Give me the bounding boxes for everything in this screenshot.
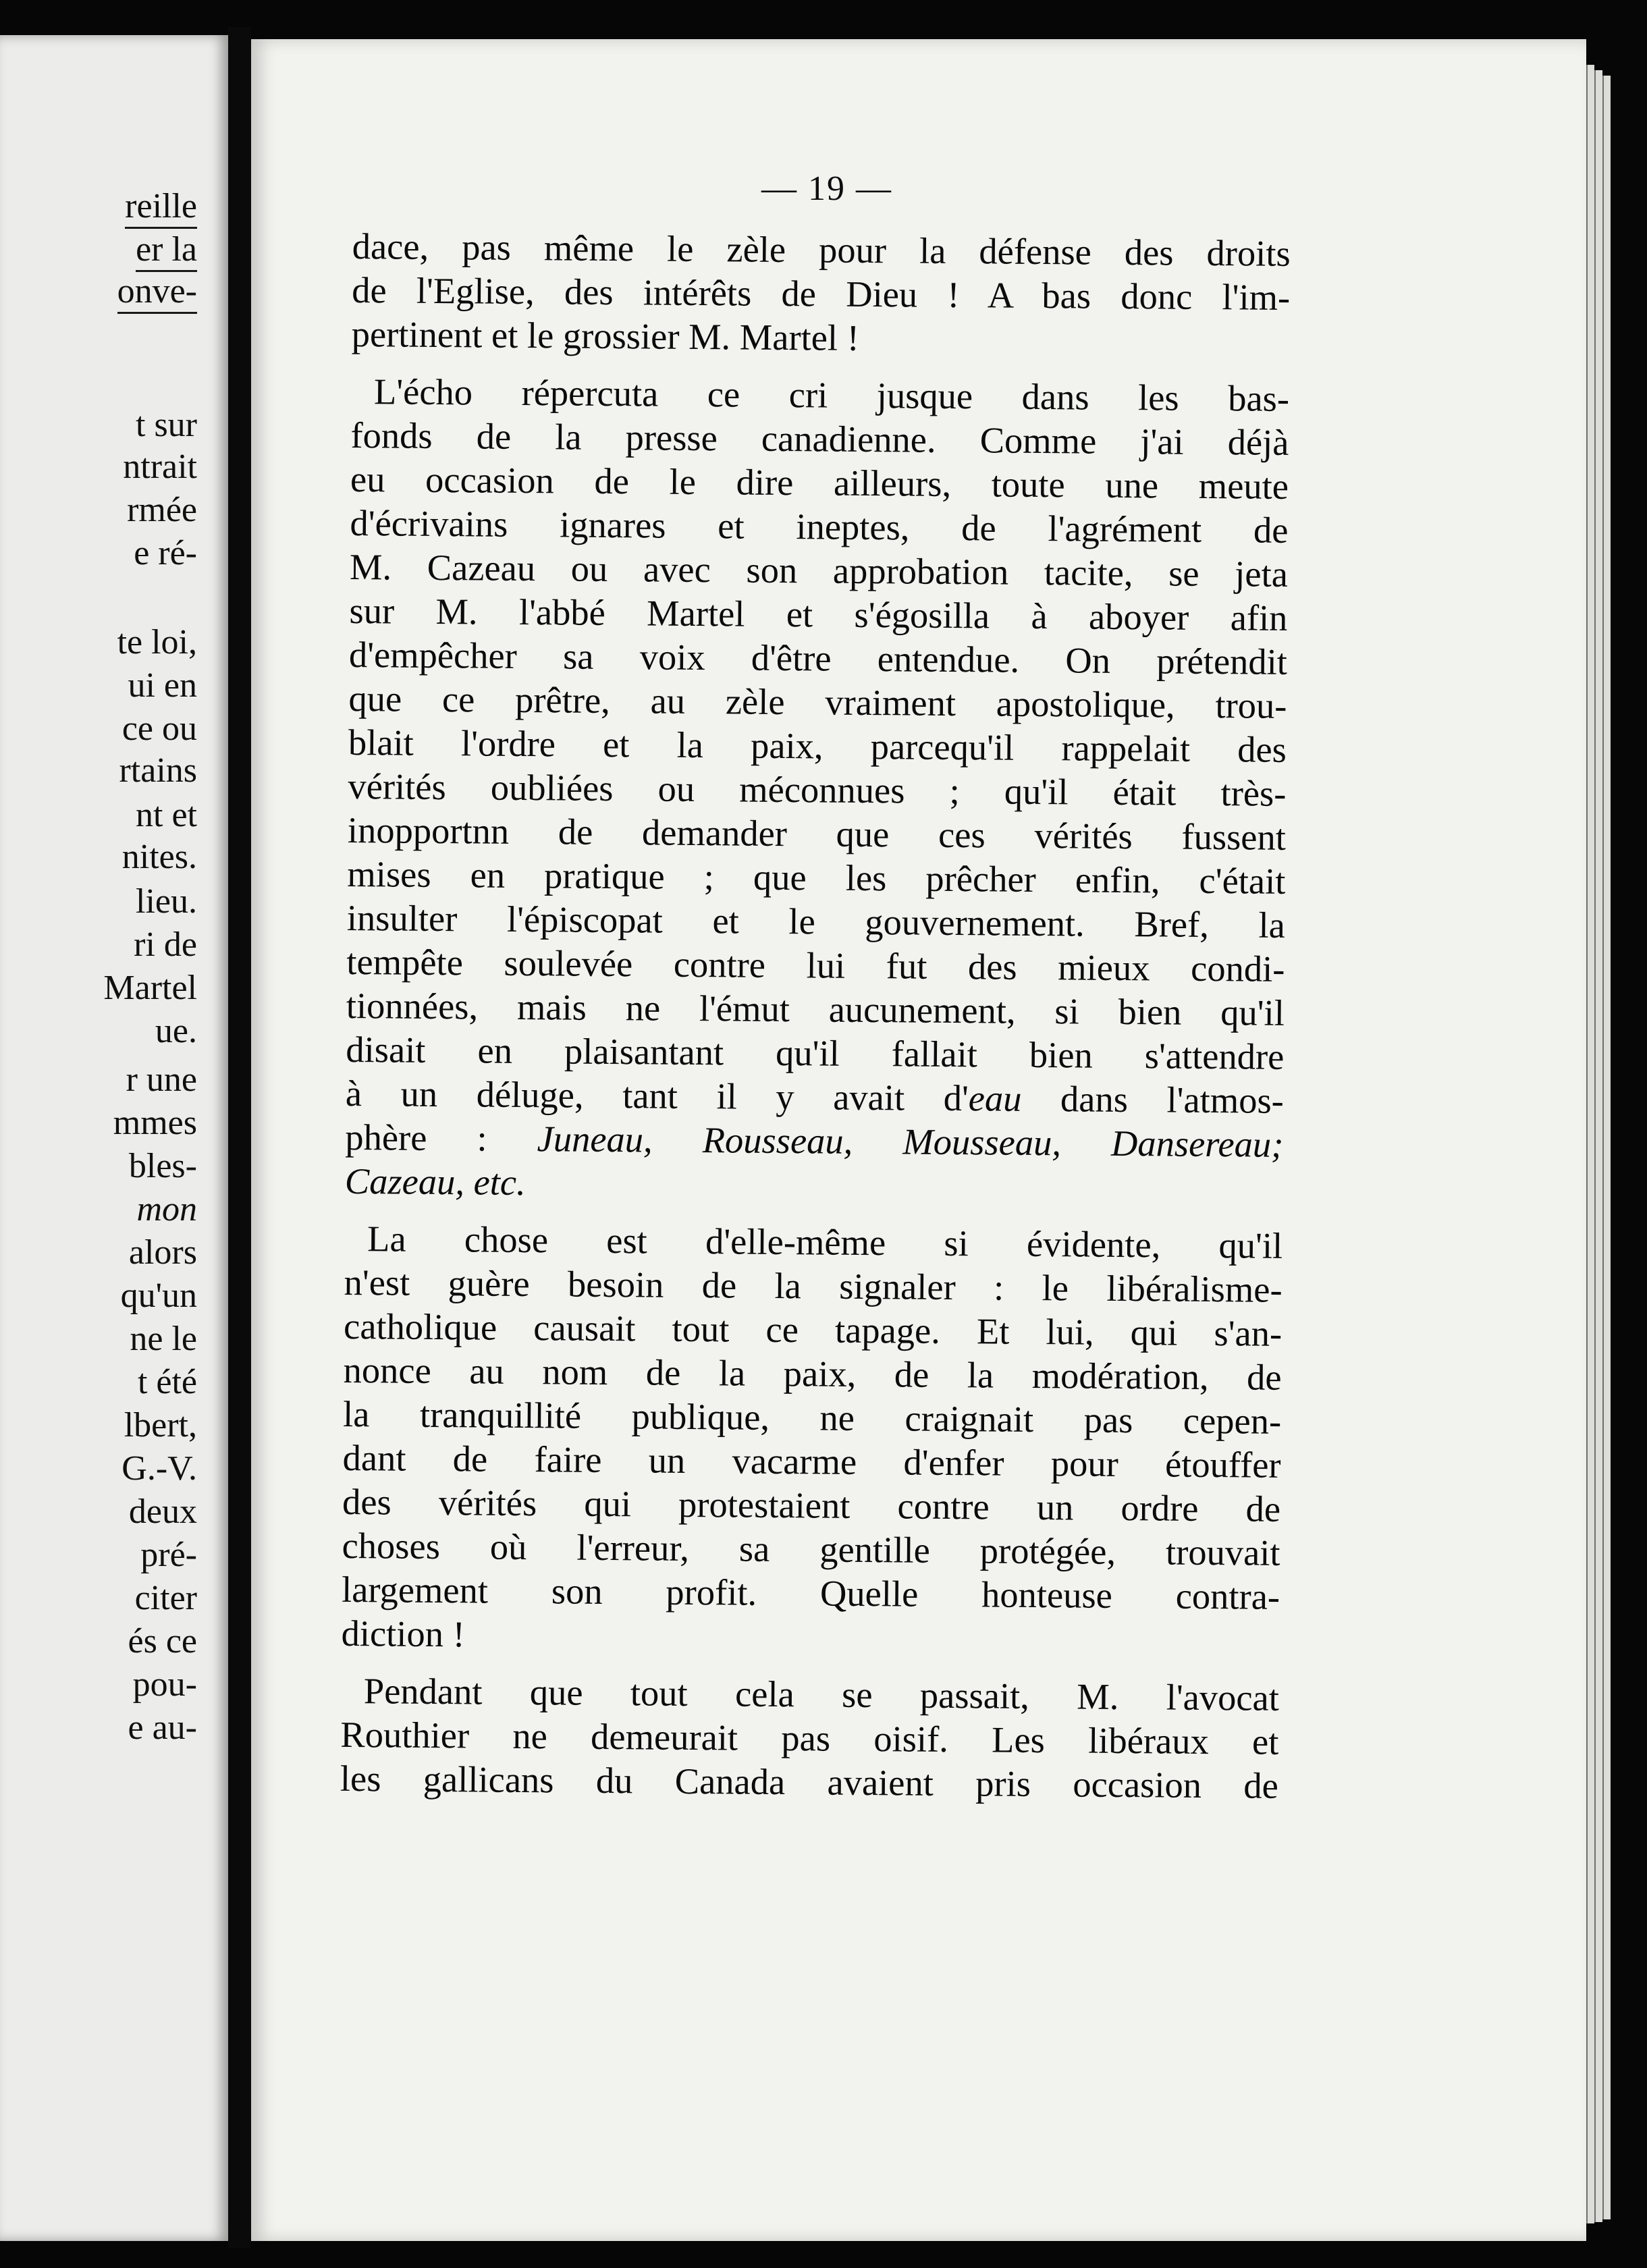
text-line: dace, pas même le zèle pour la défense des droits	[352, 225, 1291, 274]
text-line: la tranquillité publique, ne craignait pas cepen-	[342, 1393, 1282, 1442]
left-page-line: te loi,	[117, 623, 197, 662]
left-page-line: G.-V.	[122, 1449, 197, 1488]
left-page-line: qu'un	[120, 1276, 197, 1315]
text-line: inopportnn de demander que ces vérités fussent	[347, 809, 1287, 858]
left-page-line: lieu.	[136, 882, 197, 921]
left-page	[0, 35, 228, 2241]
left-page-line: pou-	[132, 1665, 197, 1704]
text-line: à un déluge, tant il y avait d'eau dans l'atmos-	[345, 1072, 1285, 1121]
text-line: L'écho répercuta ce cri jusque dans les bas-	[373, 371, 1290, 419]
text-line: vérités oubliées ou méconnues ; qu'il était très-	[348, 765, 1287, 814]
text-line: blait l'ordre et la paix, parcequ'il rappelait des	[348, 721, 1287, 770]
left-page-line: onve-	[117, 271, 197, 314]
text-line: d'écrivains ignares et ineptes, de l'agrément de	[350, 502, 1289, 551]
left-page-line: e ré-	[134, 534, 197, 572]
left-page-line: rmée	[127, 491, 197, 529]
page-edge	[1586, 65, 1594, 2223]
text-line: choses où l'erreur, sa gentille protégée, trouvait	[342, 1524, 1280, 1573]
text-line: tempête soulevée contre lui fut des mieux condi-	[346, 940, 1285, 990]
left-page-line: ce ou	[122, 709, 197, 748]
paragraph	[345, 369, 1290, 1210]
left-page-line: ue.	[155, 1012, 197, 1050]
left-page-line: bles-	[128, 1147, 197, 1185]
text-line: Cazeau, etc.	[344, 1160, 526, 1204]
left-page-line: pré-	[140, 1536, 197, 1574]
left-page-line: deux	[128, 1492, 197, 1531]
paragraph	[340, 1669, 1279, 1808]
left-page-line: t été	[137, 1363, 197, 1401]
paragraph	[351, 224, 1290, 363]
left-page-line: Martel	[103, 969, 197, 1007]
italic-word: eau	[968, 1077, 1022, 1119]
left-page-line: és ce	[128, 1622, 197, 1660]
left-page-line: e au-	[128, 1708, 197, 1747]
left-page-line: ui en	[128, 666, 197, 705]
text-line: sur M. l'abbé Martel et s'égosilla à aboyer afin	[349, 589, 1288, 639]
text-line: catholique causait tout ce tapage. Et lui, qui s'an-	[343, 1305, 1282, 1354]
text-line: diction !	[341, 1612, 465, 1655]
text-line: mises en pratique ; que les prêcher enfin, c'était	[347, 853, 1286, 902]
text-line: les gallicans du Canada avaient pris occasion de	[340, 1757, 1279, 1806]
page-number: — 19 —	[761, 169, 892, 208]
text-line: largement son profit. Quelle honteuse contra-	[341, 1568, 1280, 1617]
text-line: insulter l'épiscopat et le gouvernement. Bref, la	[346, 896, 1286, 946]
left-page-line: r une	[126, 1060, 197, 1099]
text-line: tionnées, mais ne l'émut aucunement, si bien qu'il	[346, 984, 1285, 1033]
left-page-line: ri de	[134, 925, 197, 964]
text-line: Routhier ne demeurait pas oisif. Les libéraux et	[340, 1713, 1279, 1762]
text-line: phère : Juneau, Rousseau, Mousseau, Dansereau;	[345, 1116, 1284, 1165]
left-page-line: reille	[125, 186, 197, 229]
text-line: M. Cazeau ou avec son approbation tacite, se jeta	[349, 545, 1289, 595]
left-page-line: alors	[128, 1233, 197, 1272]
left-page-line: lbert,	[124, 1406, 197, 1444]
left-page-line: ntrait	[123, 448, 197, 486]
text-line: disait en plaisantant qu'il fallait bien s'attendre	[346, 1028, 1285, 1077]
text-line: Pendant que tout cela se passait, M. l'avocat	[363, 1670, 1280, 1719]
body-text	[340, 224, 1291, 1808]
left-page-line: er la	[136, 230, 197, 272]
left-page-line: citer	[134, 1579, 197, 1617]
left-page-line: t sur	[136, 406, 197, 444]
text-line: des vérités qui protestaient contre un ordre de	[342, 1480, 1281, 1530]
text-line: dant de faire un vacarme d'enfer pour étouffer	[342, 1436, 1281, 1486]
left-page-line: nites.	[122, 838, 197, 876]
left-page-line: mmes	[113, 1104, 197, 1142]
left-page-line: nt et	[136, 796, 197, 834]
text-line: La chose est d'elle-même si évidente, qu'il	[367, 1218, 1283, 1266]
italic-names: Juneau, Rousseau, Mousseau, Dansereau;	[537, 1118, 1284, 1165]
text-line: nonce au nom de la paix, de la modération, de	[343, 1349, 1282, 1398]
book-gutter	[228, 27, 251, 2248]
paragraph	[341, 1216, 1282, 1663]
text-line: eu occasion de le dire ailleurs, toute une meute	[350, 458, 1289, 507]
text-line: fonds de la presse canadienne. Comme j'ai déjà	[350, 414, 1289, 463]
page-edge	[1602, 76, 1611, 2219]
left-page-line: ne le	[130, 1320, 197, 1358]
left-page-line: rtains	[119, 751, 197, 790]
text-line: d'empêcher sa voix d'être entendue. On prétendit	[348, 633, 1288, 682]
page-edge	[1594, 70, 1602, 2222]
text-line: de l'Eglise, des intérêts de Dieu ! A bas donc l'im-	[351, 269, 1291, 318]
text-line: que ce prêtre, au zèle vraiment apostolique, trou-	[348, 677, 1287, 726]
text-line: n'est guère besoin de la signaler : le libéralisme-	[344, 1261, 1282, 1310]
text-line: pertinent et le grossier M. Martel !	[351, 313, 860, 358]
left-page-line: mon	[136, 1190, 197, 1228]
